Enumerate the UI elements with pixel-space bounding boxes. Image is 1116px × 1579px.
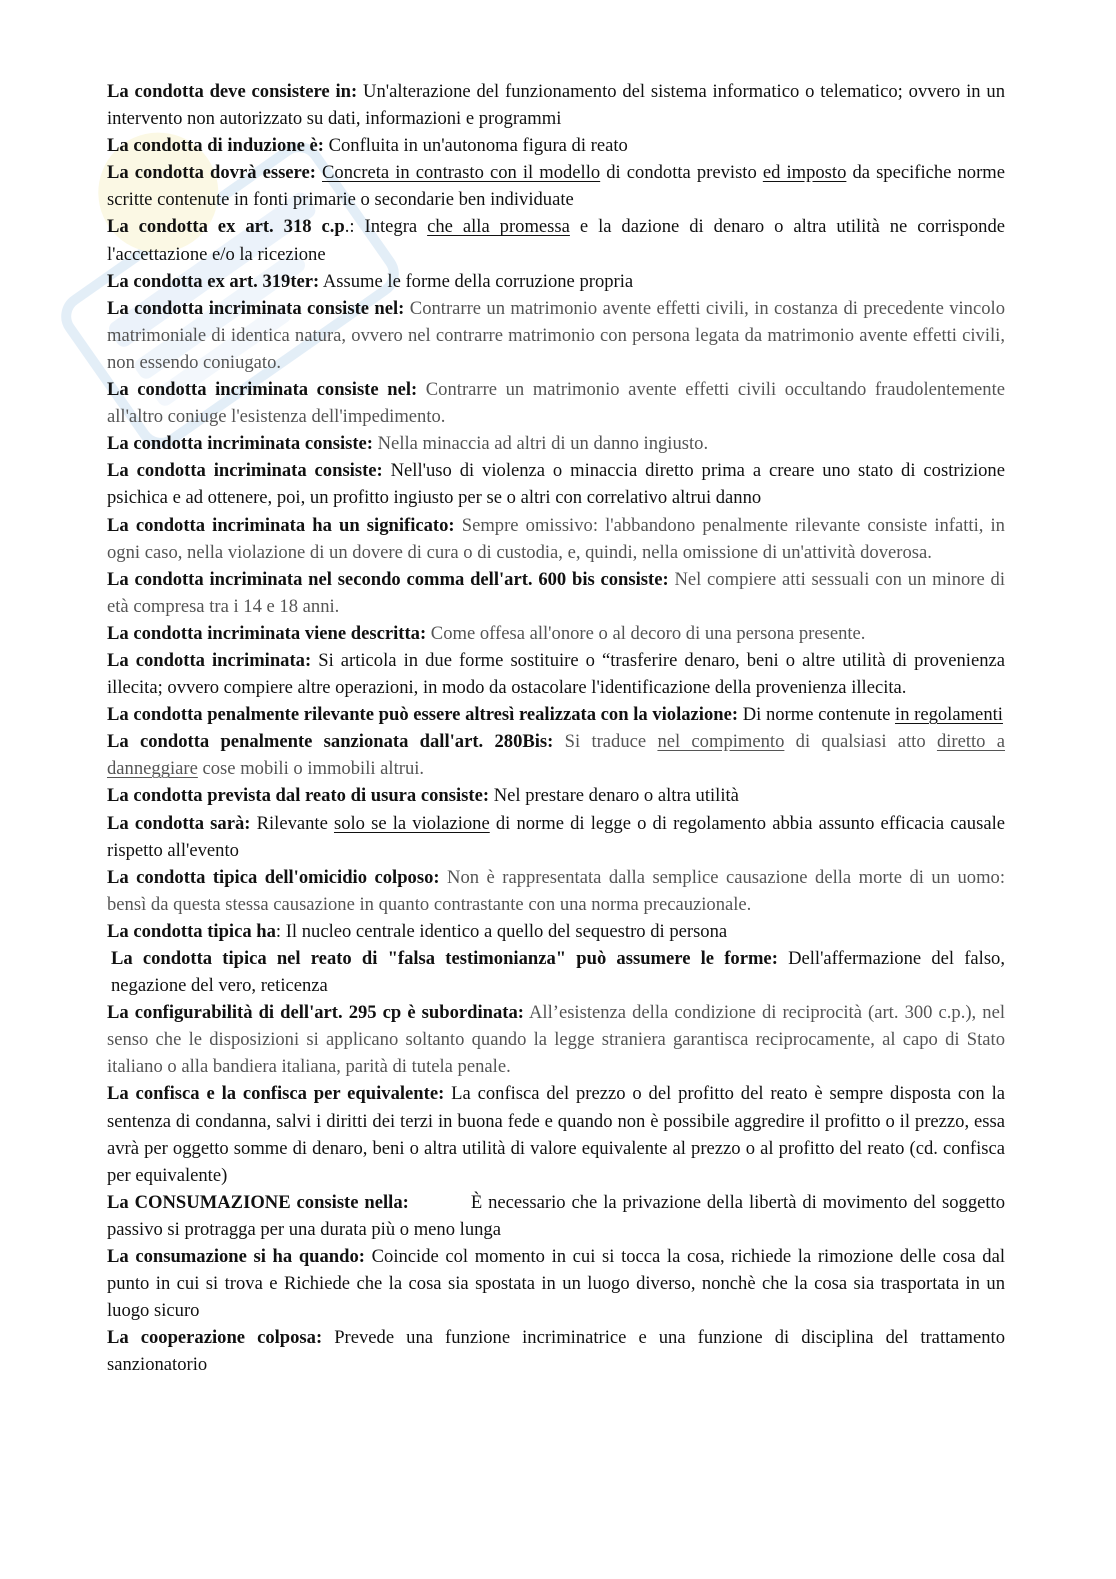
entry-answer-underlined: che alla promessa	[427, 216, 570, 238]
entry-answer: Nella minaccia ad altri di un danno ingiusto.	[372, 433, 709, 455]
entry-answer: Di norme contenute	[738, 704, 896, 726]
entry-answer-underlined: solo se la violazione	[333, 812, 490, 834]
entry-answer: Prevede una funzione incriminatrice e una funzione di disciplina del trattamento sanzionatorio	[107, 1327, 1005, 1376]
entry-answer-underlined: in regolamenti	[895, 704, 1003, 726]
entry	[107, 295, 1005, 376]
document-body	[107, 78, 1005, 1379]
entry	[107, 701, 1005, 728]
entry-question: La condotta penalmente sanzionata dall'art. 280Bis:	[107, 731, 554, 753]
entry-answer: Rilevante	[250, 812, 334, 834]
entry	[107, 918, 1005, 945]
entry-answer: e la dazione di denaro o altra utilità ne corrisponde l'accettazione e/o la ricezione	[107, 216, 1005, 265]
entry	[107, 566, 1005, 620]
entry	[107, 430, 1005, 457]
entry-answer: cose mobili o immobili altrui.	[197, 758, 425, 780]
entry-answer-underlined: ed imposto	[762, 162, 847, 184]
entry-answer: Dell'affermazione del falso, negazione del vero, reticenza	[111, 948, 1006, 997]
entry-question: La condotta incriminata:	[107, 649, 312, 671]
entry-answer-underlined: nel compimento	[657, 731, 785, 753]
entry-answer: Nell'uso di violenza o minaccia diretto prima a creare uno stato di costrizione psichica e ad ottenere, poi, un profitto ingiusto per se o altri con correlativo altrui danno	[107, 460, 1005, 509]
entry-question: La condotta incriminata ha un significato:	[107, 514, 455, 536]
entry-question: La condotta incriminata consiste:	[107, 460, 383, 482]
entry-question: La condotta sarà:	[107, 812, 251, 834]
entry-question: La confisca e la confisca per equivalente:	[107, 1083, 445, 1105]
entry-answer: Nel prestare denaro o altra utilità	[489, 785, 739, 807]
entry-question: La condotta incriminata nel secondo comma dell'art. 600 bis consiste:	[107, 568, 669, 590]
entry	[107, 728, 1005, 782]
entry	[107, 1243, 1005, 1324]
entry	[107, 268, 1005, 295]
entry-question: La condotta incriminata viene descritta:	[107, 622, 427, 644]
entry-question: La configurabilità di dell'art. 295 cp è subordinata:	[107, 1002, 524, 1024]
entry	[107, 620, 1005, 647]
entry-answer-underlined: Concreta in contrasto con il modello	[322, 162, 601, 184]
entry-question: La condotta tipica nel reato di "falsa testimonianza" può assumere le forme:	[111, 948, 778, 969]
entry-question: La condotta prevista dal reato di usura consiste:	[107, 785, 490, 807]
entry	[107, 999, 1005, 1080]
entry-question: La condotta penalmente rilevante può essere altresì realizzata con la violazione:	[107, 704, 739, 726]
entry-question: La condotta tipica dell'omicidio colposo:	[107, 866, 440, 888]
entry-answer: Assume le forme della corruzione propria	[319, 270, 634, 292]
entry-answer: Confluita in un'autonoma figura di reato	[323, 135, 628, 157]
entry-answer: Un'alterazione del funzionamento del sistema informatico o telematico; ovvero in un intervento non autorizzato su dati, informazioni e programmi	[107, 81, 1005, 130]
entry	[107, 810, 1005, 864]
entry	[107, 782, 1005, 809]
entry-question: La condotta di induzione è:	[107, 135, 324, 157]
entry-answer: Non è rappresentata dalla semplice causazione della morte di un uomo: bensì da questa stessa causazione in quanto contrastante con una norma precauzionale.	[107, 866, 1005, 915]
entry	[107, 159, 1005, 213]
entry-answer: di qualsiasi atto	[784, 731, 937, 753]
entry-question: La condotta incriminata consiste nel:	[107, 297, 405, 319]
entry	[107, 78, 1005, 132]
entry-answer: È necessario che la privazione della libertà di movimento del soggetto passivo si protragga per una durata più o meno lunga	[107, 1191, 1006, 1240]
entry-answer: Si traduce	[553, 731, 658, 753]
entry-answer: Nel compiere atti sessuali con un minore di età compresa tra i 14 e 18 anni.	[107, 568, 1005, 617]
entry-answer: di norme di legge o di regolamento abbia assunto efficacia causale rispetto all'evento	[107, 812, 1005, 861]
entry-answer: All’esistenza della condizione di reciprocità (art. 300 c.p.), nel senso che le disposizioni si applicano soltanto quando la legge straniera garantisca reciprocamente, al capo di Stato italiano o alla bandiera italiana, parità di tutela penale.	[107, 1002, 1005, 1078]
entry-question: La CONSUMAZIONE consiste nella:	[107, 1191, 409, 1213]
entry-question: La condotta dovrà essere:	[107, 162, 316, 184]
entry-answer: Coincide col momento in cui si tocca la cosa, richiede la rimozione delle cosa dal punto in cui si trova e Richiede che la cosa sia spostata in un luogo diverso, nonchè che la cosa sia trasportata in un luogo sicuro	[107, 1246, 1006, 1322]
entry	[107, 213, 1005, 267]
entry	[107, 457, 1005, 511]
entry-answer: Si articola in due forme sostituire o “trasferire denaro, beni o altre utilità di provenienza illecita; ovvero compiere altre operazioni, in modo da ostacolare l'identificazione della provenienza illecita.	[107, 649, 1005, 699]
entry-answer-underlined: diretto a danneggiare	[107, 731, 1006, 780]
entry-answer: Sempre omissivo: l'abbandono penalmente rilevante consiste infatti, in ogni caso, nella violazione di un dovere di cura o di custodia, e, quindi, nella omissione di un'attività doverosa.	[107, 514, 1005, 563]
entry-answer: di condotta previsto	[600, 162, 763, 184]
entry-question: La consumazione si ha quando:	[107, 1246, 365, 1268]
entry	[107, 945, 1005, 999]
entry-question: La cooperazione colposa:	[107, 1327, 323, 1349]
entry-answer: : Il nucleo centrale identico a quello del sequestro di persona	[275, 920, 728, 942]
entry-answer: .: Integra	[344, 216, 428, 238]
entry	[107, 1080, 1005, 1188]
entry	[107, 647, 1005, 701]
entry-question: La condotta incriminata consiste nel:	[107, 379, 418, 401]
entry-question: La condotta incriminata consiste:	[107, 433, 373, 455]
entry	[107, 132, 1005, 159]
entry-question: La condotta deve consistere in:	[107, 81, 358, 102]
entry-answer: Contrarre un matrimonio avente effetti civili occultando fraudolentemente all'altro coniuge l'esistenza dell'impedimento.	[107, 379, 1006, 428]
entry-answer: La confisca del prezzo o del profitto del reato è sempre disposta con la sentenza di condanna, salvi i diritti dei terzi in buona fede e quando non è possibile aggredire il profitto o il prezzo, essa avrà per oggetto somme di denaro, beni o altra utilità di valore equivalente al prezzo o al profitto del reato (cd. confisca per equivalente)	[107, 1083, 1005, 1186]
entry-question: La condotta tipica ha	[107, 920, 276, 942]
entry-answer: Contrarre un matrimonio avente effetti civili, in costanza di precedente vincolo matrimoniale di identica natura, ovvero nel contrarre matrimonio con persona legata da matrimonio avente effetti civili, non essendo coniugato.	[107, 297, 1005, 373]
entry	[107, 864, 1005, 918]
entry-answer: Come offesa all'onore o al decoro di una persona presente.	[426, 622, 866, 644]
entry	[107, 1189, 1005, 1243]
entry	[107, 376, 1005, 430]
entry-question: La condotta ex art. 319ter:	[107, 270, 320, 292]
entry	[107, 1324, 1005, 1378]
entry-question: La condotta ex art. 318 c.p	[107, 216, 345, 238]
entry	[107, 512, 1005, 566]
entry-answer: da specifiche norme scritte contenute in fonti primarie o secondarie ben individuate	[107, 162, 1005, 211]
